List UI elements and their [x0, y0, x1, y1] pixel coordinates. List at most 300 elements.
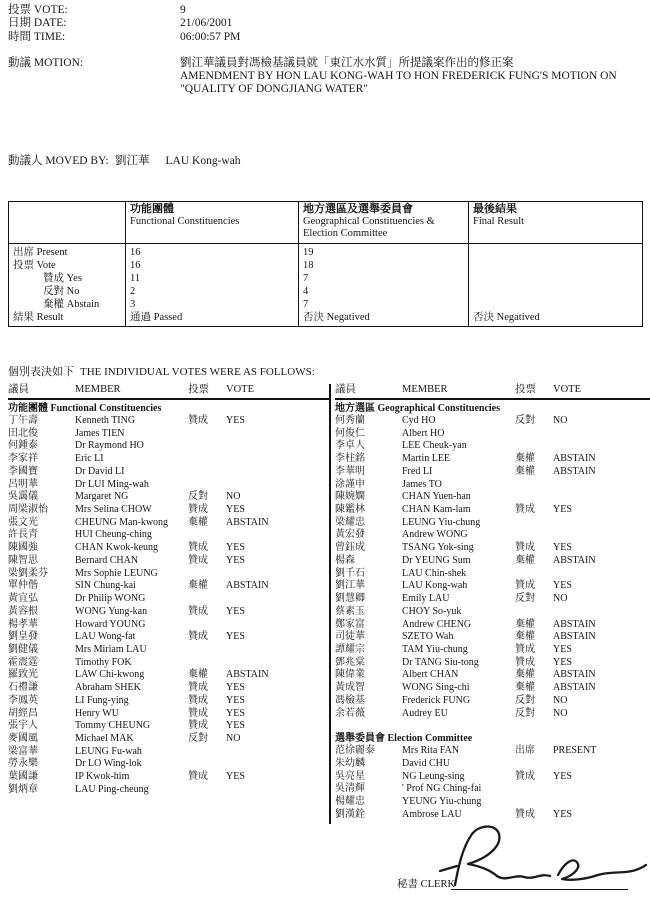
member-row [8, 606, 329, 619]
member-vote-en: YES [226, 720, 245, 732]
gc-header-en2: Election Committee [303, 228, 388, 240]
section-title: 地方選區 Geographical Constituencies [335, 403, 500, 414]
member-name-zh: 李家祥 [8, 453, 38, 465]
member-vote-zh: 棄權 [515, 631, 535, 643]
member-name-en: James TIEN [75, 427, 125, 439]
member-vote-en: ABSTAIN [553, 682, 596, 694]
member-vote-zh: 反對 [515, 694, 535, 706]
member-name-en: Dr David LI [75, 465, 125, 477]
member-vote-zh: 贊成 [188, 631, 208, 643]
summary-cell: 4 [299, 285, 469, 298]
member-row [335, 428, 650, 441]
mover-name-zh: 劉江華 [115, 155, 150, 167]
summary-table-body [9, 243, 643, 326]
member-name-zh: 梁耀忠 [335, 516, 365, 528]
member-vote-zh: 贊成 [188, 504, 208, 516]
member-name-en: Frederick FUNG [402, 694, 471, 706]
member-name-zh: 何鍾泰 [8, 440, 38, 452]
constituency-section [335, 732, 650, 821]
member-name-en: LAU Kong-wah [402, 580, 468, 592]
member-vote-en: ABSTAIN [226, 516, 269, 528]
member-name-en: Dr LO Wing-lok [75, 758, 142, 770]
member-name-zh: 劉慧卿 [335, 593, 365, 605]
time-label: 時間 TIME: [8, 30, 66, 43]
member-row [335, 771, 650, 784]
moved-by-label: 動議人 MOVED BY: [8, 155, 109, 167]
left-sections [8, 402, 329, 797]
member-name-en: Audrey EU [402, 707, 448, 719]
member-row [335, 631, 650, 644]
member-row [8, 453, 329, 466]
summary-row-label: 結果 Result [13, 311, 64, 323]
vote-number-label: 投票 VOTE: [8, 4, 68, 16]
summary-cell: 11 [126, 272, 299, 285]
member-row [335, 809, 650, 822]
member-name-zh: 劉千石 [335, 567, 365, 579]
col-vote-zh: 投票 [515, 384, 536, 395]
member-vote-en: YES [226, 682, 245, 694]
member-name-en: Mrs Rita FAN [402, 745, 460, 757]
member-row [8, 479, 329, 492]
date-row [8, 17, 240, 30]
summary-row-label: 反對 No [43, 285, 80, 297]
vote-number-value: 9 [180, 4, 186, 16]
member-row [335, 568, 650, 581]
member-name-zh: 張文光 [8, 516, 38, 528]
summary-cell [469, 272, 643, 285]
member-row [8, 695, 329, 708]
member-name-zh: 丁午壽 [8, 415, 38, 426]
member-name-zh: 李鳳英 [8, 694, 38, 706]
member-vote-en [553, 783, 650, 796]
member-vote-en: ABSTAIN [553, 631, 596, 643]
member-name-zh: 涂謹申 [335, 478, 365, 490]
member-row [335, 745, 650, 758]
member-vote-zh [515, 479, 553, 492]
member-name-en: Ambrose LAU [402, 808, 462, 820]
member-vote-en [226, 529, 329, 542]
col-member-en: MEMBER [402, 384, 448, 395]
member-vote-en [553, 796, 650, 809]
member-row [335, 555, 650, 568]
member-vote-zh: 贊成 [188, 694, 208, 706]
member-name-zh: 黃宜弘 [8, 593, 38, 605]
member-vote-zh: 贊成 [515, 504, 535, 516]
summary-cell [469, 243, 643, 259]
member-name-zh: 周梁淑怡 [8, 504, 48, 516]
summary-cell [469, 298, 643, 311]
member-vote-zh [188, 428, 226, 441]
member-name-zh: 鄭家富 [335, 618, 365, 630]
member-name-en: Andrew CHENG [402, 618, 472, 630]
member-vote-en: YES [226, 631, 245, 643]
clerk-label: 秘書 CLERK [397, 879, 456, 890]
member-name-en: WONG Yung-kan [75, 605, 148, 617]
member-vote-zh: 贊成 [515, 770, 535, 782]
member-name-en: Mrs Miriam LAU [75, 643, 147, 655]
member-vote-en: YES [226, 605, 245, 617]
member-vote-zh [188, 479, 226, 492]
summary-cell: 否決 Negatived [469, 311, 643, 327]
section-title: 功能團體 Functional Constituencies [8, 403, 162, 414]
col-member-zh: 議員 [8, 384, 29, 395]
member-vote-en: YES [226, 694, 245, 706]
member-row [335, 517, 650, 530]
member-name-en: Henry WU [75, 707, 119, 719]
member-vote-en: NO [553, 707, 568, 719]
summary-cell [469, 259, 643, 272]
member-vote-zh: 反對 [515, 593, 535, 605]
summary-cell: 7 [299, 272, 469, 285]
member-vote-zh: 棄權 [188, 669, 208, 681]
member-name-en: Abraham SHEK [75, 682, 141, 694]
member-name-zh: 陳偉業 [335, 669, 365, 681]
motion-block [8, 57, 635, 97]
member-vote-zh [515, 491, 553, 504]
member-vote-zh [515, 517, 553, 530]
date-label: 日期 DATE: [8, 17, 67, 30]
member-name-zh: 劉漢銓 [335, 808, 365, 820]
right-sections [335, 402, 650, 822]
individual-votes-heading [8, 363, 315, 379]
member-name-zh: 吳靄儀 [8, 491, 38, 503]
summary-header-gc [299, 202, 469, 244]
member-vote-en: YES [553, 504, 572, 516]
member-row [335, 466, 650, 479]
member-vote-zh: 出席 [515, 745, 535, 757]
member-vote-zh [188, 784, 226, 797]
member-vote-zh: 贊成 [188, 682, 208, 694]
member-name-en: Martin LEE [402, 453, 451, 465]
member-vote-zh: 棄權 [515, 465, 535, 477]
member-vote-zh: 贊成 [515, 542, 535, 554]
member-name-en: Fred LI [402, 465, 433, 477]
member-name-en: Timothy FOK [75, 656, 132, 668]
member-row [8, 529, 329, 542]
summary-row [9, 285, 643, 298]
left-column-header [8, 384, 329, 400]
right-column-header [335, 384, 650, 400]
member-vote-en: PRESENT [553, 745, 597, 757]
member-vote-zh: 贊成 [188, 605, 208, 617]
member-name-zh: 張宇人 [8, 720, 38, 732]
member-name-zh: 劉江華 [335, 580, 365, 592]
member-row [8, 720, 329, 733]
member-name-en: Tommy CHEUNG [75, 720, 151, 732]
member-name-en: James TO [402, 478, 442, 490]
member-row [8, 555, 329, 568]
member-vote-en [553, 440, 650, 453]
member-vote-zh [188, 466, 226, 479]
member-row [8, 682, 329, 695]
member-vote-en [553, 606, 650, 619]
member-vote-zh: 反對 [515, 707, 535, 719]
member-vote-en [226, 657, 329, 670]
summary-cell: 18 [299, 259, 469, 272]
vote-summary-table [8, 201, 643, 327]
member-name-en: SIN Chung-kai [75, 580, 136, 592]
member-vote-en [553, 479, 650, 492]
member-row [8, 517, 329, 530]
member-vote-zh [188, 568, 226, 581]
summary-header-empty [9, 202, 126, 244]
member-name-en: Andrew WONG [402, 529, 468, 541]
member-vote-zh: 贊成 [515, 643, 535, 655]
member-vote-zh: 棄權 [515, 554, 535, 566]
gc-header-en1: Geographical Constituencies & [303, 215, 435, 227]
summary-cell: 19 [299, 243, 469, 259]
member-name-zh: 陳婉嫻 [335, 491, 365, 503]
summary-row [9, 298, 643, 311]
member-vote-en: NO [553, 415, 568, 426]
member-vote-en [226, 440, 329, 453]
member-name-zh: 馮檢基 [335, 694, 365, 706]
summary-header-fr [469, 202, 643, 244]
summary-cell: 16 [126, 243, 299, 259]
member-name-en: Bernard CHAN [75, 554, 139, 566]
member-vote-en: YES [226, 554, 245, 566]
member-vote-zh [515, 440, 553, 453]
member-name-en: LI Fung-ying [75, 694, 129, 706]
col-vote-en: VOTE [553, 384, 581, 395]
member-vote-zh: 贊成 [515, 808, 535, 820]
member-name-zh: 葉國謙 [8, 771, 38, 783]
member-name-en: Michael MAK [75, 732, 134, 744]
summary-header-fc [126, 202, 299, 244]
member-row [335, 479, 650, 492]
member-name-zh: 單仲偕 [8, 580, 38, 592]
member-vote-zh [515, 568, 553, 581]
member-name-zh: 何俊仁 [335, 427, 365, 439]
member-name-en: Albert HO [402, 427, 445, 439]
member-row [335, 440, 650, 453]
member-name-zh: 楊孝華 [8, 618, 38, 630]
member-vote-en [226, 479, 329, 492]
member-name-en: Mrs Selina CHOW [75, 504, 152, 516]
member-vote-en: YES [553, 542, 572, 554]
votes-column-right [335, 384, 650, 822]
member-vote-en [226, 784, 329, 797]
member-name-en: CHOY So-yuk [402, 605, 462, 617]
member-name-en: Kenneth TING [75, 415, 136, 426]
member-name-zh: 吳清輝 [335, 783, 365, 795]
member-row [8, 504, 329, 517]
motion-label: 動議 MOTION: [8, 57, 84, 69]
member-name-en: Margaret NG [75, 491, 129, 503]
member-vote-en: ABSTAIN [553, 453, 596, 465]
member-vote-zh: 贊成 [188, 554, 208, 566]
mover-name-en: LAU Kong-wah [165, 155, 241, 167]
member-vote-en [226, 453, 329, 466]
constituency-section [8, 402, 329, 797]
member-row [8, 746, 329, 759]
motion-line-en2: "QUALITY OF DONGJIANG WATER" [180, 83, 368, 96]
member-row [335, 783, 650, 796]
member-name-zh: 許長青 [8, 529, 38, 541]
member-row [8, 657, 329, 670]
member-vote-en: YES [553, 643, 572, 655]
member-vote-en: YES [226, 707, 245, 719]
member-name-en: CHEUNG Man-kwong [75, 516, 169, 528]
member-name-zh: 李國寶 [8, 465, 38, 477]
member-name-en: Cyd HO [402, 415, 436, 426]
member-vote-zh: 贊成 [188, 415, 208, 426]
member-vote-en: NO [226, 732, 241, 744]
member-row [8, 631, 329, 644]
member-name-zh: 霍震霆 [8, 656, 38, 668]
member-vote-en [226, 619, 329, 632]
member-vote-en [226, 593, 329, 606]
member-row [335, 644, 650, 657]
member-vote-en: YES [226, 415, 245, 426]
member-name-zh: 胡經昌 [8, 707, 38, 719]
member-name-zh: 李卓人 [335, 440, 365, 452]
member-vote-en: YES [226, 542, 245, 554]
individual-heading-zh: 個別表決如下 [8, 366, 74, 378]
member-name-zh: 梁富華 [8, 745, 38, 757]
summary-row [9, 272, 643, 285]
member-name-zh: 蔡素玉 [335, 605, 365, 617]
member-row [8, 771, 329, 784]
member-name-en: LAU Wong-fat [75, 631, 136, 643]
member-name-en: NG Leung-sing [402, 770, 465, 782]
member-row [8, 669, 329, 682]
member-name-en: Dr TANG Siu-tong [402, 656, 479, 668]
member-name-en: LEE Cheuk-yan [402, 440, 467, 452]
summary-cell: 通過 Passed [126, 311, 299, 327]
member-name-zh: 陳國強 [8, 542, 38, 554]
section-title: 選舉委員會 Election Committee [335, 733, 473, 745]
member-name-en: Emily LAU [402, 593, 450, 605]
summary-row [9, 311, 643, 327]
votes-column-left [8, 384, 329, 797]
gc-header-zh: 地方選區及選舉委員會 [303, 203, 413, 215]
col-vote-en: VOTE [226, 384, 254, 395]
member-vote-zh [188, 593, 226, 606]
member-vote-zh [188, 746, 226, 759]
member-vote-zh [515, 529, 553, 542]
member-name-zh: 曾鈺成 [335, 542, 365, 554]
member-vote-en: YES [553, 770, 572, 782]
time-value: 06:00:57 PM [180, 30, 241, 43]
member-row [335, 504, 650, 517]
fr-header-zh: 最後結果 [473, 203, 517, 215]
member-name-zh: 李柱銘 [335, 453, 365, 465]
meta-block [8, 4, 240, 44]
member-vote-zh: 反對 [188, 732, 208, 744]
member-name-zh: 石禮謙 [8, 682, 38, 694]
member-vote-zh [188, 619, 226, 632]
member-vote-zh [188, 440, 226, 453]
member-name-en: WONG Sing-chi [402, 682, 470, 694]
member-row [8, 428, 329, 441]
member-name-zh: 黃宏發 [335, 529, 365, 541]
member-name-zh: 鄧兆棠 [335, 656, 365, 668]
member-name-zh: 陳智思 [8, 554, 38, 566]
member-vote-zh: 棄權 [515, 669, 535, 681]
member-vote-en [553, 529, 650, 542]
member-row [335, 796, 650, 809]
member-vote-en [226, 644, 329, 657]
member-name-zh: 楊森 [335, 554, 355, 566]
member-name-en: TAM Yiu-chung [402, 643, 468, 655]
member-row [335, 758, 650, 771]
member-name-en: SZETO Wah [402, 631, 454, 643]
member-vote-zh [515, 758, 553, 771]
member-name-zh: 梁劉柔芬 [8, 567, 48, 579]
member-name-en: Mrs Sophie LEUNG [75, 567, 158, 579]
summary-row-label: 投票 Vote [13, 259, 56, 271]
member-vote-en [226, 758, 329, 771]
member-vote-en: NO [553, 694, 568, 706]
member-name-zh: 黃成智 [335, 682, 365, 694]
member-row [335, 682, 650, 695]
fc-header-en: Functional Constituencies [130, 215, 240, 227]
member-vote-en [553, 568, 650, 581]
member-name-zh: 司徒華 [335, 631, 365, 643]
member-name-zh: 羅致光 [8, 669, 38, 681]
summary-row [9, 243, 643, 259]
member-vote-en: ABSTAIN [553, 618, 596, 630]
member-row [8, 415, 329, 428]
member-vote-zh: 棄權 [188, 516, 208, 528]
member-name-en: CHAN Yuen-han [402, 491, 471, 503]
member-name-en: Dr LUI Ming-wah [75, 478, 149, 490]
time-row [8, 31, 240, 44]
member-name-zh: 李華明 [335, 465, 365, 477]
member-row [335, 606, 650, 619]
member-row [335, 708, 650, 721]
member-vote-zh: 棄權 [515, 453, 535, 465]
member-row [335, 593, 650, 606]
member-name-zh: 范徐麗泰 [335, 745, 375, 757]
member-name-en: TSANG Yok-sing [402, 542, 474, 554]
fc-header-zh: 功能團體 [130, 203, 174, 215]
member-row [8, 733, 329, 746]
clerk-signature-line [451, 889, 628, 890]
summary-cell: 否決 Negatived [299, 311, 469, 327]
member-row [335, 657, 650, 670]
member-name-zh: 田北俊 [8, 427, 38, 439]
member-vote-zh: 反對 [515, 415, 535, 426]
member-vote-zh [188, 657, 226, 670]
member-row [8, 542, 329, 555]
member-vote-en: YES [226, 771, 245, 783]
member-vote-zh [515, 783, 553, 796]
member-vote-en [226, 746, 329, 759]
member-vote-en [226, 428, 329, 441]
member-row [8, 708, 329, 721]
member-row [335, 529, 650, 542]
motion-line-en1: AMENDMENT BY HON LAU KONG-WAH TO HON FREDERICK FUNG'S MOTION ON [180, 70, 617, 83]
member-name-en: LEUNG Fu-wah [75, 745, 142, 757]
member-name-en: IP Kwok-him [75, 771, 130, 783]
member-vote-en [553, 517, 650, 530]
member-name-zh: 朱幼麟 [335, 757, 365, 769]
member-name-zh: 何秀蘭 [335, 415, 365, 426]
member-name-en: Eric LI [75, 453, 104, 465]
member-vote-zh [515, 606, 553, 619]
summary-row-label: 出席 Present [13, 246, 68, 258]
member-row [335, 669, 650, 682]
member-row [335, 542, 650, 555]
member-vote-zh: 贊成 [188, 720, 208, 732]
member-vote-zh [515, 796, 553, 809]
summary-cell: 3 [126, 298, 299, 311]
member-row [335, 619, 650, 632]
member-name-zh: 勞永樂 [8, 758, 38, 770]
member-vote-en: ABSTAIN [553, 465, 596, 477]
